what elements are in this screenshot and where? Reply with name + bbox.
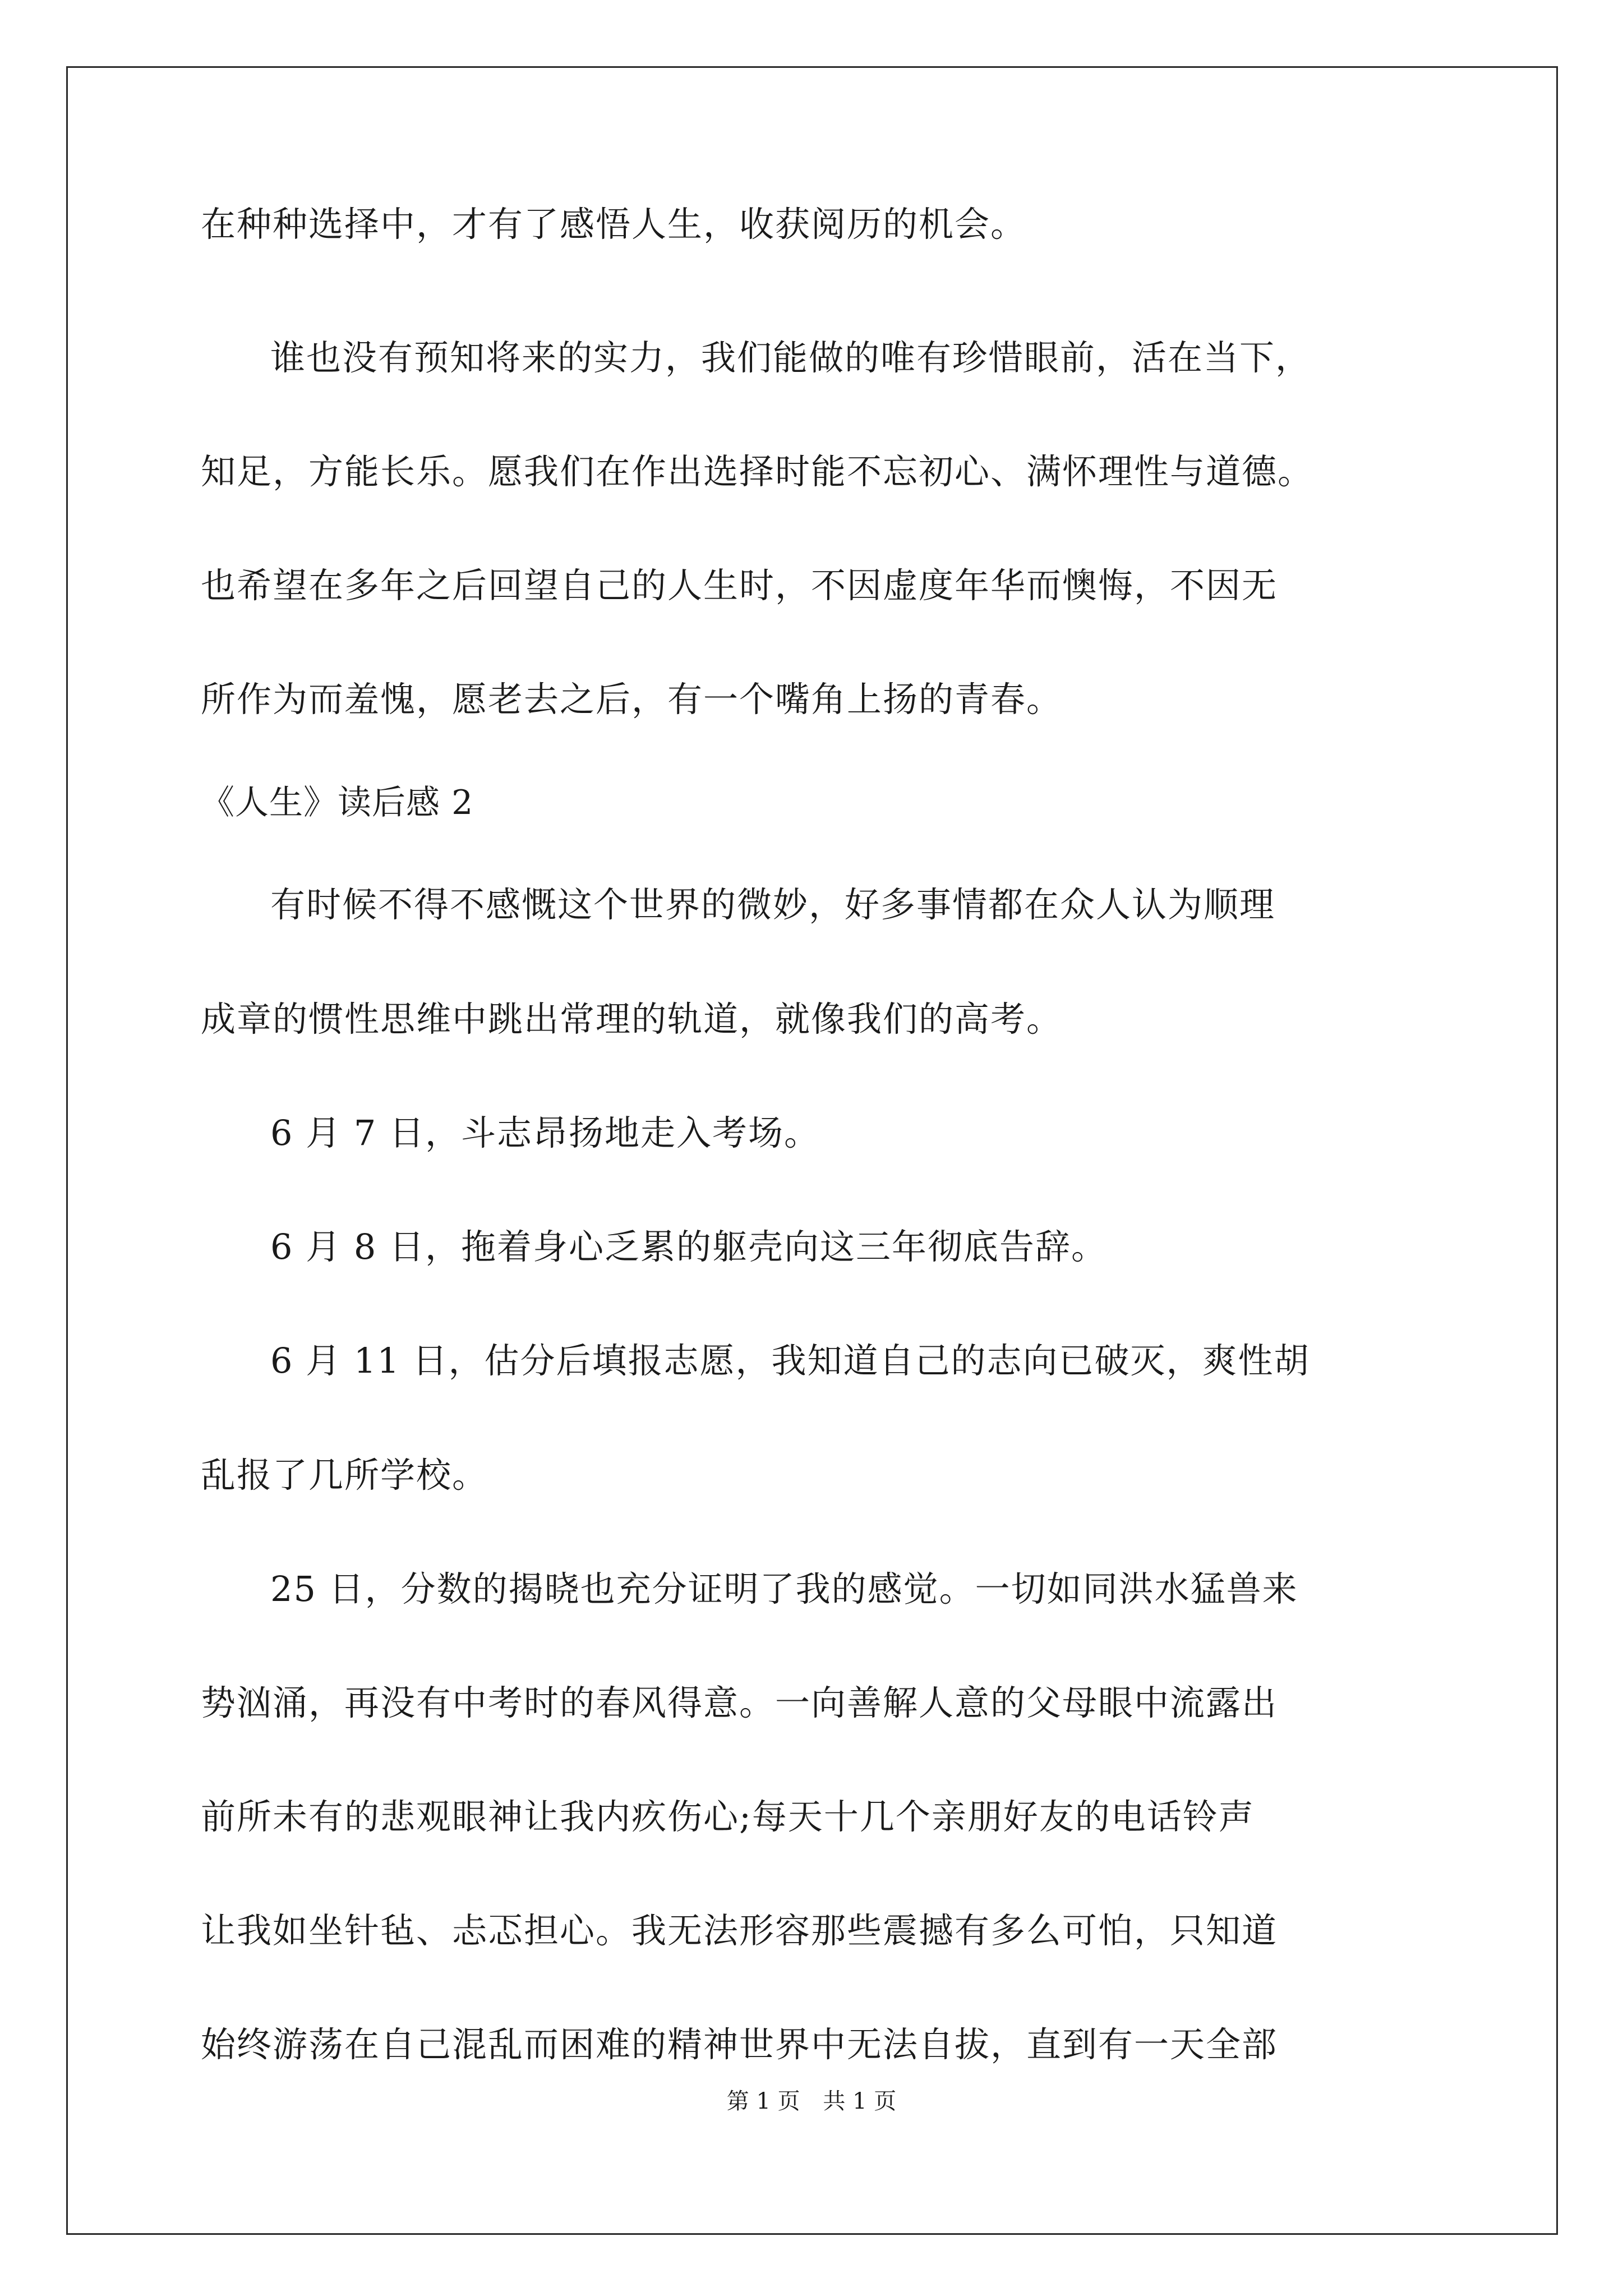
paragraph-line: 6 月 11 日，估分后填报志愿，我知道自己的志向已破灭，爽性胡: [270, 1340, 1310, 1381]
paragraph-line: 也希望在多年之后回望自己的人生时，不因虚度年华而懊悔，不因无: [201, 565, 1278, 606]
paragraph-line: 有时候不得不感慨这个世界的微妙，好多事情都在众人认为顺理: [270, 884, 1276, 925]
paragraph-line: 在种种选择中，才有了感悟人生，收获阅历的机会。: [201, 204, 1027, 245]
paragraph-line: 25 日，分数的揭晓也充分证明了我的感觉。一切如同洪水猛兽来: [270, 1568, 1298, 1609]
page-total: 共 1 页: [823, 2088, 897, 2114]
paragraph-line: 所作为而羞愧，愿老去之后，有一个嘴角上扬的青春。: [201, 679, 1063, 720]
page-number: 第 1 页: [726, 2088, 800, 2114]
paragraph-line: 知足，方能长乐。愿我们在作出选择时能不忘初心、满怀理性与道德。: [201, 451, 1314, 492]
paragraph-line: 乱报了几所学校。: [201, 1455, 488, 1496]
paragraph-line: 始终游荡在自己混乱而困难的精神世界中无法自拔，直到有一天全部: [201, 2024, 1278, 2065]
paragraph-line: 6 月 8 日，拖着身心乏累的躯壳向这三年彻底告辞。: [270, 1226, 1108, 1267]
paragraph-line: 6 月 7 日，斗志昂扬地走入考场。: [270, 1112, 820, 1153]
paragraph-line: 势汹涌，再没有中考时的春风得意。一向善解人意的父母眼中流露出: [201, 1682, 1278, 1723]
paragraph-line: 让我如坐针毡、忐忑担心。我无法形容那些震撼有多么可怕，只知道: [201, 1910, 1278, 1951]
paragraph-line: 前所未有的悲观眼神让我内疚伤心;每天十几个亲朋好友的电话铃声: [201, 1796, 1255, 1837]
paragraph-line: 谁也没有预知将来的实力，我们能做的唯有珍惜眼前，活在当下，: [270, 337, 1312, 378]
section-title: 《人生》读后感 2: [201, 783, 474, 822]
paragraph-line: 成章的惯性思维中跳出常理的轨道，就像我们的高考。: [201, 999, 1063, 1039]
page-footer: [0, 2087, 1623, 2116]
